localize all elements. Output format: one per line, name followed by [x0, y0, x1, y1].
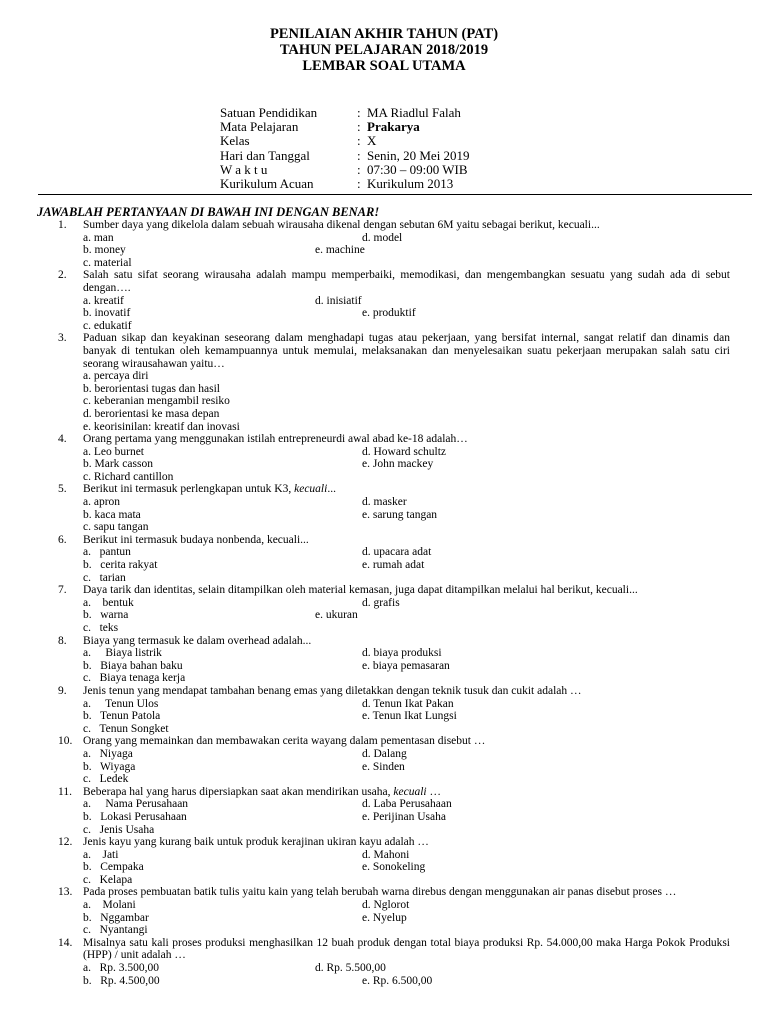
- option-e: e. Rp. 6.500,00: [362, 974, 433, 987]
- option-b: b. inovatif: [83, 307, 131, 320]
- question-number: 1.: [58, 219, 67, 231]
- question-number: 5.: [58, 483, 67, 496]
- option-c: c. Nyantangi: [83, 924, 148, 937]
- option-a: a. Molani: [83, 899, 136, 912]
- info-row-date: Hari dan Tanggal : Senin, 20 Mei 2019: [220, 147, 470, 163]
- option-a: a. bentuk: [83, 596, 134, 609]
- info-row-time: W a k t u : 07:30 – 09:00 WIB: [220, 161, 468, 177]
- option-c: c. Jenis Usaha: [83, 823, 155, 836]
- question-text: Salah satu sifat seorang wirausaha adalah mampu memperbaiki, memodikasi, dan mengembangkan sesuatu yang sudah ada di sebut dengan….: [83, 269, 730, 294]
- option-e: e. machine: [315, 244, 365, 257]
- option-a: a. Leo burnet: [83, 445, 144, 458]
- header-sheet-type: LEMBAR SOAL UTAMA: [302, 58, 466, 74]
- question-item: [0, 937, 768, 987]
- question-number: 10.: [58, 735, 73, 748]
- option-e: e. produktif: [362, 307, 416, 320]
- option-c: c. Tenun Songket: [83, 722, 169, 735]
- option-e: e. Sonokeling: [362, 861, 426, 874]
- option-a: a. pantun: [83, 546, 131, 559]
- question-number: 4.: [58, 433, 67, 446]
- option-b: b. kaca mata: [83, 508, 141, 521]
- option-c: c. material: [83, 256, 132, 269]
- info-value: Senin, 20 Mei 2019: [367, 147, 470, 163]
- info-row-school: Satuan Pendidikan : MA Riadlul Falah: [220, 105, 461, 120]
- question-text: Biaya yang termasuk ke dalam overhead adalah...: [83, 634, 312, 647]
- question-item: [0, 269, 768, 332]
- option-d: d. Dalang: [362, 747, 407, 760]
- info-label: Kurikulum Acuan: [220, 176, 314, 192]
- option-a: a. Niyaga: [83, 747, 133, 760]
- option-a: a. percaya diri: [83, 370, 149, 383]
- question-number: 7.: [58, 584, 67, 597]
- document-header: [0, 26, 768, 74]
- option-e: e. rumah adat: [362, 559, 425, 572]
- exam-info-table: [220, 106, 470, 191]
- question-text: Daya tarik dan identitas, selain ditampilkan oleh material kemasan, juga dapat ditampilkan melalui hal berikut, kecuali...: [83, 584, 638, 597]
- option-b: b. Biaya bahan baku: [83, 659, 183, 672]
- question-text: Jenis kayu yang kurang baik untuk produk kerajinan ukiran kayu adalah …: [83, 836, 429, 849]
- option-d: d. model: [362, 231, 403, 244]
- question-number: 6.: [58, 533, 67, 546]
- option-d: d. biaya produksi: [362, 647, 442, 660]
- question-list: [0, 219, 768, 987]
- option-a: a. Nama Perusahaan: [83, 798, 189, 811]
- option-d: d. Tenun Ikat Pakan: [362, 697, 454, 710]
- option-b: b. Nggambar: [83, 911, 149, 924]
- info-value: Prakarya: [367, 119, 420, 135]
- header-divider: [38, 194, 752, 195]
- header-school-year: TAHUN PELAJARAN 2018/2019: [279, 42, 489, 58]
- option-a: a. Tenun Ulos: [83, 697, 159, 710]
- option-a: a. apron: [83, 496, 121, 509]
- option-b: b. berorientasi tugas dan hasil: [83, 382, 221, 395]
- info-label: Satuan Pendidikan: [220, 105, 318, 120]
- option-c: c. Richard cantillon: [83, 470, 174, 483]
- option-e: e. Perijinan Usaha: [362, 810, 446, 823]
- option-c: c. keberanian mengambil resiko: [83, 395, 230, 408]
- info-value: MA Riadlul Falah: [367, 105, 461, 120]
- info-label: Mata Pelajaran: [220, 119, 299, 135]
- question-number: 3.: [58, 332, 67, 345]
- option-b: b. Wiyaga: [83, 760, 136, 773]
- option-b: b. warna: [83, 609, 129, 622]
- option-d: d. Howard schultz: [362, 445, 446, 458]
- option-c: c. edukatif: [83, 319, 132, 332]
- question-item: [0, 483, 768, 533]
- question-item: [0, 219, 768, 269]
- option-b: b. Tenun Patola: [83, 710, 161, 723]
- option-e: e. ukuran: [315, 609, 358, 622]
- question-item: [0, 735, 768, 785]
- question-item: [0, 584, 768, 634]
- option-d: d. grafis: [362, 596, 400, 609]
- question-item: [0, 836, 768, 886]
- question-text: Beberapa hal yang harus dipersiapkan saat akan mendirikan usaha, kecuali …: [83, 785, 441, 798]
- question-text: Misalnya satu kali proses produksi menghasilkan 12 buah produk dengan total biaya produksi Rp. 54.000,00 maka Harga Pokok Produksi (HPP) / unit adalah …: [83, 936, 730, 962]
- option-d: d. Mahoni: [362, 848, 410, 861]
- option-e: e. John mackey: [362, 458, 434, 471]
- question-number: 8.: [58, 634, 67, 647]
- option-b: b. money: [83, 244, 126, 257]
- question-text: Orang yang memainkan dan membawakan cerita wayang dalam pementasan disebut …: [83, 735, 486, 748]
- option-a: a. kreatif: [83, 294, 124, 307]
- question-text: Sumber daya yang dikelola dalam sebuah wirausaha dikenal dengan sebutan 6M yaitu sebagai berikut, kecuali...: [83, 219, 600, 231]
- option-e: e. Tenun Ikat Lungsi: [362, 710, 457, 723]
- info-value: 07:30 – 09:00 WIB: [367, 161, 468, 177]
- info-value: Kurikulum 2013: [367, 176, 454, 192]
- option-c: c. teks: [83, 622, 119, 634]
- option-e: e. keorisinilan: kreatif dan inovasi: [83, 420, 240, 433]
- question-item: [0, 786, 768, 836]
- option-e: e. biaya pemasaran: [362, 659, 450, 672]
- question-text: Paduan sikap dan keyakinan seseorang dalam menghadapi tugas atau pekerjaan, yang bersifat internal, sangat relatif dan dinamis dan banyak di tentukan oleh kemampuannya untuk memulai, melaksanakan dan menyelesaikan suatu pekerjaan merupakan salah satu ciri seorang wirausahawan yaitu…: [83, 332, 730, 370]
- option-b: b. Mark casson: [83, 458, 153, 471]
- info-label: Kelas: [220, 133, 250, 149]
- option-e: e. sarung tangan: [362, 508, 438, 521]
- option-c: c. tarian: [83, 571, 126, 584]
- question-text: Jenis tenun yang mendapat tambahan benang emas yang diletakkan dengan teknik tusuk dan cukit adalah …: [83, 684, 582, 697]
- option-a: a. Jati: [83, 848, 119, 861]
- instruction-text: JAWABLAH PERTANYAAN DI BAWAH INI DENGAN BENAR!: [37, 205, 380, 219]
- question-item: [0, 886, 768, 936]
- question-item: [0, 534, 768, 584]
- question-text: Berikut ini termasuk perlengkapan untuk K3, kecuali...: [83, 483, 336, 496]
- option-c: c. sapu tangan: [83, 521, 149, 534]
- option-d: d. upacara adat: [362, 546, 432, 559]
- info-label: Hari dan Tanggal: [220, 147, 310, 163]
- question-number: 14.: [58, 936, 73, 949]
- question-item: [0, 685, 768, 735]
- info-label: W a k t u: [220, 161, 268, 177]
- option-d: d. Rp. 5.500,00: [315, 962, 386, 975]
- option-a: a. Biaya listrik: [83, 647, 162, 660]
- info-row-curriculum: Kurikulum Acuan : Kurikulum 2013: [220, 176, 454, 192]
- option-c: c. Biaya tenaga kerja: [83, 672, 186, 685]
- header-title: PENILAIAN AKHIR TAHUN (PAT): [269, 26, 499, 42]
- question-text: Orang pertama yang menggunakan istilah entrepreneurdi awal abad ke-18 adalah…: [83, 433, 468, 446]
- option-d: d. Laba Perusahaan: [362, 798, 452, 811]
- question-number: 2.: [58, 269, 67, 282]
- option-d: d. inisiatif: [315, 294, 362, 307]
- info-value: X: [367, 133, 377, 149]
- option-c: c. Ledek: [83, 773, 129, 786]
- option-b: b. Cempaka: [83, 861, 144, 874]
- option-b: b. Rp. 4.500,00: [83, 974, 160, 987]
- option-d: d. Nglorot: [362, 899, 410, 912]
- option-e: e. Sinden: [362, 760, 405, 773]
- question-text: Berikut ini termasuk budaya nonbenda, kecuali...: [83, 533, 309, 546]
- option-b: b. Lokasi Perusahaan: [83, 810, 187, 823]
- option-c: c. Kelapa: [83, 873, 133, 886]
- question-item: [0, 635, 768, 685]
- question-number: 9.: [58, 684, 67, 697]
- option-a: a. Rp. 3.500,00: [83, 962, 160, 975]
- question-item: [0, 433, 768, 483]
- question-number: 13.: [58, 886, 73, 899]
- question-item: [0, 332, 768, 433]
- question-number: 12.: [58, 836, 73, 849]
- info-row-subject: Mata Pelajaran : Prakarya: [220, 119, 420, 135]
- option-e: e. Nyelup: [362, 911, 407, 924]
- option-d: d. masker: [362, 496, 407, 509]
- question-number: 11.: [58, 785, 72, 798]
- option-d: d. berorientasi ke masa depan: [83, 407, 220, 420]
- option-a: a. man: [83, 231, 114, 244]
- question-text: Pada proses pembuatan batik tulis yaitu kain yang telah berubah warna direbus dengan menggunakan air panas disebut proses …: [83, 886, 677, 899]
- option-b: b. cerita rakyat: [83, 559, 158, 572]
- info-row-class: Kelas : X: [220, 133, 377, 149]
